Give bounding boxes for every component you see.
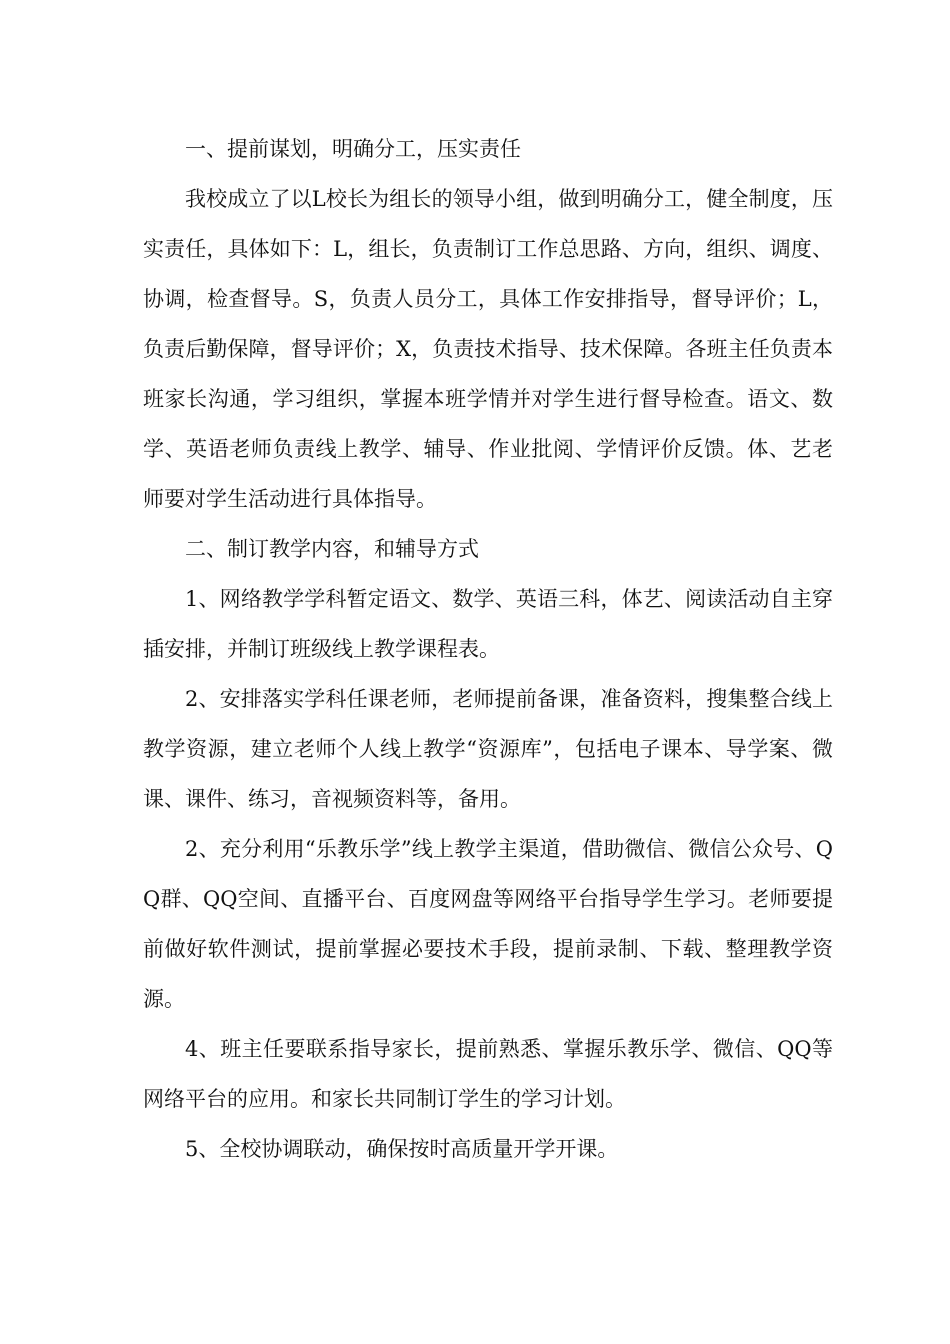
paragraph-item-4: 4、班主任要联系指导家长，提前熟悉、掌握乐教乐学、微信、QQ等网络平台的应用。和家长共同制订学生的学习计划。 <box>143 1037 833 1111</box>
paragraph-item-2a: 2、安排落实学科任课老师，老师提前备课，准备资料，搜集整合线上教学资源，建立老师个人线上教学“资源库”，包括电子课本、导学案、微课、课件、练习，音视频资料等，备用。 <box>143 687 833 811</box>
paragraph-leadership: 我校成立了以L校长为组长的领导小组，做到明确分工，健全制度，压实责任，具体如下：L，组长，负责制订工作总思路、方向，组织、调度、协调，检查督导。S，负责人员分工，具体工作安排指导，督导评价；L，负责后勤保障，督导评价；X，负责技术指导、技术保障。各班主任负责本班家长沟通，学习组织，掌握本班学情并对学生进行督导检查。语文、数学、英语老师负责线上教学、辅导、作业批阅、学情评价反馈。体、艺老师要对学生活动进行具体指导。 <box>143 187 833 511</box>
document-body <box>143 124 833 1174</box>
paragraph-item-1: 1、网络教学学科暂定语文、数学、英语三科，体艺、阅读活动自主穿插安排，并制订班级线上教学课程表。 <box>143 587 833 661</box>
section-heading-2: 二、制订教学内容，和辅导方式 <box>185 537 479 561</box>
paragraph-item-2b: 2、充分利用“乐教乐学”线上教学主渠道，借助微信、微信公众号、QQ群、QQ空间、直播平台、百度网盘等网络平台指导学生学习。老师要提前做好软件测试，提前掌握必要技术手段，提前录制、下载、整理教学资源。 <box>143 837 833 1011</box>
paragraph-item-5: 5、全校协调联动，确保按时高质量开学开课。 <box>185 1137 619 1161</box>
section-heading-1: 一、提前谋划，明确分工，压实责任 <box>185 137 521 161</box>
